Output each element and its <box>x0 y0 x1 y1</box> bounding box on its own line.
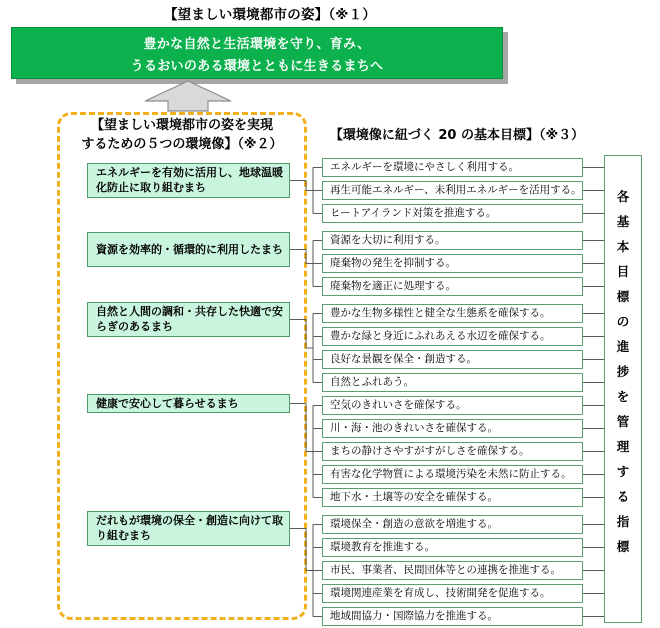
goal-box-1 <box>322 158 583 177</box>
goal-box-label: ヒートアイランド対策を推進する。 <box>330 207 497 219</box>
env-images-heading-line-2: するための５つの環境像】（※２） <box>81 136 283 152</box>
indicator-char-10: 管 <box>616 414 630 429</box>
goal-box-label: まちの静けさやすがすがしさを確保する。 <box>330 445 530 457</box>
indicator-char-3: 本 <box>616 239 630 254</box>
goal-box-label: 豊かな生物多様性と健全な生態系を確保する。 <box>330 307 551 319</box>
goal-box-7 <box>322 304 583 323</box>
goal-box-label: 地域間協力・国際協力を推進する。 <box>330 610 498 622</box>
goal-box-2 <box>322 181 583 200</box>
indicator-char-4: 目 <box>616 264 630 279</box>
env-images-heading-line-1: 【望ましい環境都市の姿を実現 <box>90 118 273 133</box>
indicator-char-2: 基 <box>616 214 630 229</box>
vision-banner-line-1: 豊かな自然と生活環境を守り、育み、 <box>143 36 371 52</box>
env-image-box-label: エネルギーを有効に活用し、地球温暖化防止に取り組むまち <box>96 166 283 194</box>
indicator-column <box>604 155 642 623</box>
page-title: 【望ましい環境都市の姿】（※１） <box>163 7 377 23</box>
indicator-column-label <box>605 184 641 559</box>
indicator-char-9: を <box>616 389 630 404</box>
goal-box-13 <box>322 442 583 461</box>
env-image-box-2 <box>87 232 290 267</box>
goal-box-3 <box>322 204 583 223</box>
goal-box-label: 環境保全・創造の意欲を増進する。 <box>330 518 498 530</box>
goal-box-18 <box>322 561 583 580</box>
vision-banner <box>11 27 503 79</box>
goal-box-19 <box>322 584 583 603</box>
goal-box-label: 環境教育を推進する。 <box>330 541 435 553</box>
goal-box-label: 市民、事業者、民間団体等との連携を推進する。 <box>330 564 561 576</box>
indicator-char-5: 標 <box>616 289 630 304</box>
goal-box-20 <box>322 607 583 626</box>
indicator-char-6: の <box>616 314 630 329</box>
env-image-box-label: 健康で安心して暮らせるまち <box>96 396 239 410</box>
goal-box-14 <box>322 465 583 484</box>
indicator-char-7: 進 <box>616 339 630 354</box>
vision-banner-line-2: うるおいのある環境とともに生きるまちへ <box>130 58 384 74</box>
goal-box-9 <box>322 350 583 369</box>
goal-box-8 <box>322 327 583 346</box>
goal-box-label: 有害な化学物質による環境汚染を未然に防止する。 <box>330 468 572 480</box>
goal-box-label: 地下水・土壌等の安全を確保する。 <box>330 491 498 503</box>
env-image-box-3 <box>87 302 290 337</box>
goal-box-4 <box>322 231 583 250</box>
goal-box-label: 川・海・池のきれいさを確保する。 <box>330 422 498 434</box>
indicator-char-12: す <box>616 464 630 479</box>
goal-box-10 <box>322 373 583 392</box>
env-image-box-1 <box>87 163 290 198</box>
goal-box-16 <box>322 515 583 534</box>
goal-box-label: 廃棄物を適正に処理する。 <box>330 280 456 292</box>
goal-box-17 <box>322 538 583 557</box>
indicator-char-11: 理 <box>616 439 630 454</box>
env-image-box-5 <box>87 511 290 546</box>
goal-box-label: 豊かな緑と身近にふれあえる水辺を確保する。 <box>330 330 551 342</box>
env-image-box-4 <box>87 394 290 413</box>
goal-box-15 <box>322 488 583 507</box>
env-image-box-label: だれもが環境の保全・創造に向けて取り組むまち <box>96 514 283 542</box>
goal-box-label: エネルギーを環境にやさしく利用する。 <box>330 161 519 173</box>
indicator-char-1: 各 <box>616 189 630 204</box>
goal-box-5 <box>322 254 583 273</box>
goal-box-label: 良好な景観を保全・創造する。 <box>330 353 477 365</box>
goal-box-label: 自然とふれあう。 <box>330 376 414 388</box>
goal-box-label: 空気のきれいさを確保する。 <box>330 399 467 411</box>
indicator-char-14: 指 <box>616 514 630 529</box>
indicator-char-13: る <box>616 489 630 504</box>
goal-box-11 <box>322 396 583 415</box>
env-image-box-label: 資源を効率的・循環的に利用したまち <box>96 242 283 256</box>
env-image-box-label: 自然と人間の調和・共存した快適で安らぎのあるまち <box>96 305 283 333</box>
goal-box-6 <box>322 277 583 296</box>
goals-heading: 【環境像に紐づく 20 の基本目標】（※３） <box>329 128 585 143</box>
goal-box-12 <box>322 419 583 438</box>
env-images-heading <box>60 117 304 155</box>
goal-box-label: 環境関連産業を育成し、技術開発を促進する。 <box>330 587 551 599</box>
indicator-char-8: 捗 <box>616 364 630 379</box>
indicator-char-15: 標 <box>616 539 630 554</box>
up-arrow-icon <box>144 80 232 112</box>
goal-box-label: 資源を大切に利用する。 <box>330 234 446 246</box>
goal-box-label: 再生可能エネルギー、未利用エネルギーを活用する。 <box>330 184 582 196</box>
goal-box-label: 廃棄物の発生を抑制する。 <box>330 257 456 269</box>
